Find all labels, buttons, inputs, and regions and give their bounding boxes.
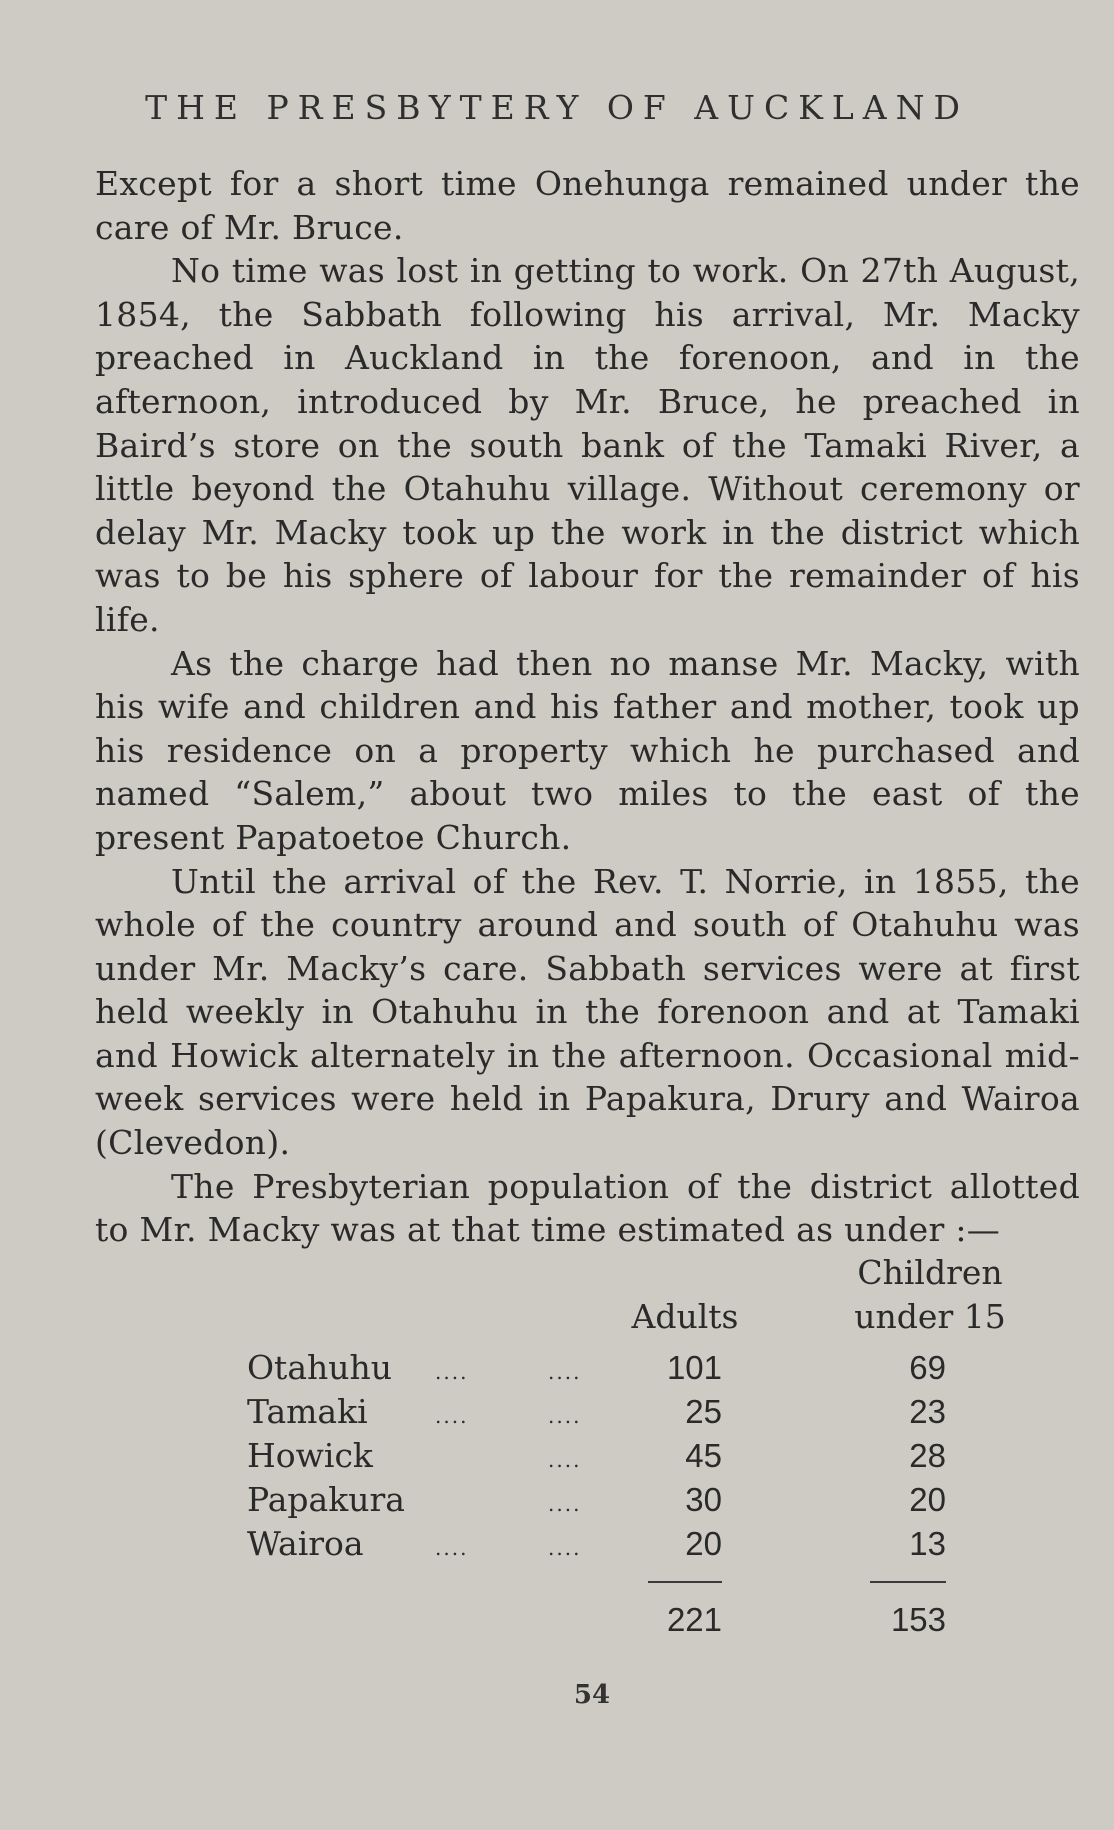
paragraph: No time was lost in getting to work. On 27th August, 1854, the Sabbath following his arrival, Mr. Macky preached in Auckland in the forenoon, and in the afternoon, introduced by Mr. Bruce, he preached in Baird’s store on the south bank of the Tamaki River, a little beyond the Otahuhu village. Without ceremony or delay Mr. Macky took up the work in the district which was to be his sphere of labour for the remainder of his life. bbox=[95, 251, 1080, 639]
place-name: Howick bbox=[247, 1436, 373, 1475]
table-row bbox=[0, 1522, 1114, 1566]
leader-dots: .... bbox=[548, 1404, 582, 1428]
population-table bbox=[0, 1248, 1114, 1668]
children-count: 69 bbox=[909, 1349, 946, 1386]
children-count: 13 bbox=[909, 1525, 946, 1562]
place-name: Wairoa bbox=[247, 1524, 364, 1563]
leader-dots: .... bbox=[435, 1536, 469, 1560]
total-children: 153 bbox=[890, 1601, 946, 1638]
place-name: Otahuhu bbox=[247, 1348, 393, 1387]
paragraph: As the charge had then no manse Mr. Macky, with his wife and children and his father and mother, took up his residence on a property which he purchased and named “Salem,” about two miles to the east of the present Papatoetoe Church. bbox=[95, 643, 1080, 857]
total-rule bbox=[648, 1581, 722, 1583]
paragraph: Except for a short time Onehunga remained under the care of Mr. Bruce. bbox=[95, 164, 1080, 247]
adults-count: 101 bbox=[666, 1349, 722, 1386]
total-adults: 221 bbox=[666, 1601, 722, 1638]
children-count: 23 bbox=[909, 1393, 946, 1430]
children-count: 28 bbox=[909, 1437, 946, 1474]
leader-dots: .... bbox=[548, 1536, 582, 1560]
body-text bbox=[95, 162, 1080, 1252]
table-row bbox=[0, 1346, 1114, 1390]
table-row bbox=[0, 1390, 1114, 1434]
place-name: Papakura bbox=[247, 1480, 405, 1519]
table-row bbox=[0, 1434, 1114, 1478]
leader-dots: .... bbox=[548, 1448, 582, 1472]
total-rule bbox=[870, 1581, 946, 1583]
page-header: THE PRESBYTERY OF AUCKLAND bbox=[145, 88, 969, 127]
adults-column-header: Adults bbox=[631, 1297, 739, 1336]
table-row bbox=[0, 1478, 1114, 1522]
leader-dots: .... bbox=[435, 1360, 469, 1384]
children-column-header bbox=[835, 1251, 1025, 1339]
paragraph: The Presbyterian population of the district allotted to Mr. Macky was at that time estimated as under :— bbox=[95, 1166, 1080, 1250]
adults-count: 45 bbox=[685, 1437, 722, 1474]
page-number: 54 bbox=[573, 1680, 611, 1710]
leader-dots: .... bbox=[548, 1360, 582, 1384]
adults-count: 25 bbox=[685, 1393, 722, 1430]
adults-count: 20 bbox=[685, 1525, 722, 1562]
paragraph: Until the arrival of the Rev. T. Norrie, in 1855, the whole of the country around and south of Otahuhu was under Mr. Macky’s care. Sabbath services were at first held weekly in Otahuhu in the forenoon and at Tamaki and Howick alternately in the afternoon. Occasional mid-week services were held in Papakura, Drury and Wairoa (Clevedon). bbox=[95, 861, 1080, 1163]
adults-count: 30 bbox=[685, 1481, 722, 1518]
leader-dots: .... bbox=[435, 1404, 469, 1428]
place-name: Tamaki bbox=[247, 1392, 368, 1431]
children-header-line2: under 15 bbox=[854, 1297, 1006, 1336]
leader-dots: .... bbox=[548, 1492, 582, 1516]
children-header-line1: Children bbox=[857, 1253, 1003, 1292]
children-count: 20 bbox=[909, 1481, 946, 1518]
